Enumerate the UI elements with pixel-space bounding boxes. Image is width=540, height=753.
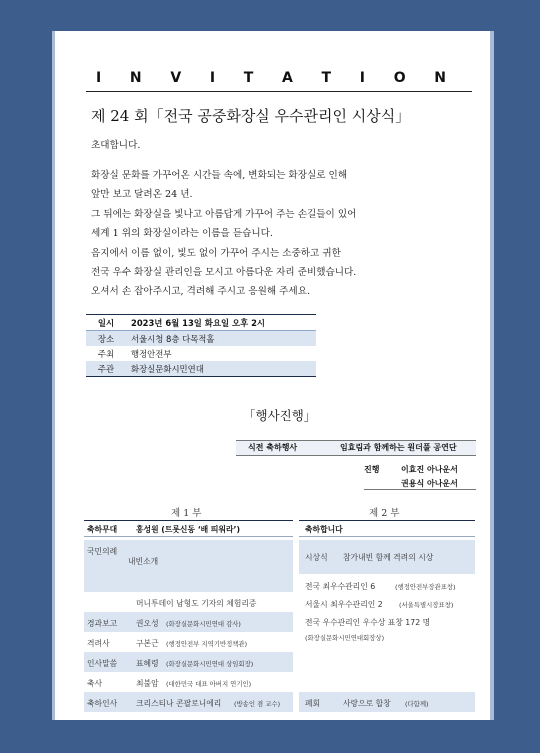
list-item: 서울시 최우수관리인 2 (서울특별시장표창) (305, 600, 454, 609)
mc-rule (364, 489, 476, 490)
table-row: 머니투데이 남형도 기자의 체험리증 (136, 599, 257, 608)
pre-ceremony-row (236, 440, 476, 456)
pre-ceremony-label: 식전 축하행사 (248, 443, 298, 452)
right-border (494, 31, 540, 720)
table-row: 장소 서울시청 8층 다목적홀 (86, 331, 316, 347)
bottom-banner (0, 720, 540, 753)
table-row: 폐회 사랑으로 합창 (다함께) (299, 692, 475, 712)
table-row: 축하인사 크리스티나 콘팔로니에리 (방송인 겸 교수) (84, 692, 293, 712)
paragraph-line: 오셔서 손 잡아주시고, 격려해 주시고 응원해 주세요. (91, 286, 311, 297)
table-row: 인사말씀 표혜령 (화장실문화시민연대 상임회장) (84, 652, 293, 672)
rule (84, 520, 293, 521)
mc-name: 이효진 아나운서 (401, 465, 458, 474)
left-border (0, 31, 52, 720)
table-row: 축하무대 홍성원 (트롯신동 ‘배 띄워라’) (87, 525, 241, 534)
list-item: 전국 우수관리인 우수상 표창 172 명 (305, 618, 431, 627)
invitation-heading: I N V I T A T I O N (96, 70, 446, 86)
table-row: 주관 화장실문화시민연대 (86, 361, 316, 377)
part2-title: 제 2 부 (369, 508, 400, 519)
table-row: 국민의례 내빈소개 (84, 540, 293, 592)
mc-name: 권용식 아나운서 (401, 479, 458, 488)
rule (299, 520, 475, 521)
table-row: 경과보고 권오성 (화장실문화시민연대 감사) (84, 612, 293, 632)
paragraph-line: 음지에서 이름 없이, 빛도 없이 가꾸어 주시는 소중하고 귀한 (91, 248, 341, 259)
greeting: 초대합니다. (91, 140, 141, 151)
rule (299, 536, 475, 537)
table-row: 시상식 참가내빈 함께 격려의 시상 (299, 540, 475, 574)
table-row: 격려사 구본근 (행정안전부 지역기반정책관) (87, 639, 248, 648)
paragraph-line: 앞만 보고 달려온 24 년. (91, 189, 193, 200)
table-row: 축하합니다 (305, 525, 343, 534)
rule (84, 536, 293, 537)
top-banner (0, 0, 540, 31)
pre-ceremony-value: 임효림과 함께하는 원더풀 공연단 (340, 443, 457, 452)
part1-title: 제 1 부 (171, 508, 202, 519)
paragraph-line: 세계 1 위의 화장실이라는 이름을 듣습니다. (91, 228, 273, 239)
table-row: 주최 행정안전부 (97, 348, 172, 359)
right-border-accent (490, 31, 494, 720)
left-border-accent (52, 31, 55, 720)
page-title: 제 24 회「전국 공중화장실 우수관리인 시상식」 (91, 107, 411, 125)
heading-rule (86, 91, 472, 92)
paragraph-line: 화장실 문화를 가꾸어온 시간들 속에, 변화되는 화장실로 인해 (91, 170, 348, 181)
mc-label: 진행 (364, 465, 380, 474)
table-row: 축사 최불암 (대한민국 대표 아버지 연기인) (87, 679, 252, 688)
paragraph-line: 전국 우수 화장실 관리인을 모시고 아름다운 자리 준비했습니다. (91, 267, 357, 278)
event-info-table (86, 314, 316, 377)
list-item: (화장실문화시민연대회장상) (305, 634, 385, 642)
list-item: 전국 최우수관리인 6 (행정안전부장관표창) (305, 582, 456, 591)
table-row: 일시 2023년 6월 13일 화요일 오후 2시 (86, 315, 316, 331)
paragraph-line: 그 뒤에는 화장실을 빛나고 아름답게 가꾸어 주는 손길들이 있어 (91, 209, 357, 220)
program-title: 「행사진행」 (243, 408, 317, 423)
